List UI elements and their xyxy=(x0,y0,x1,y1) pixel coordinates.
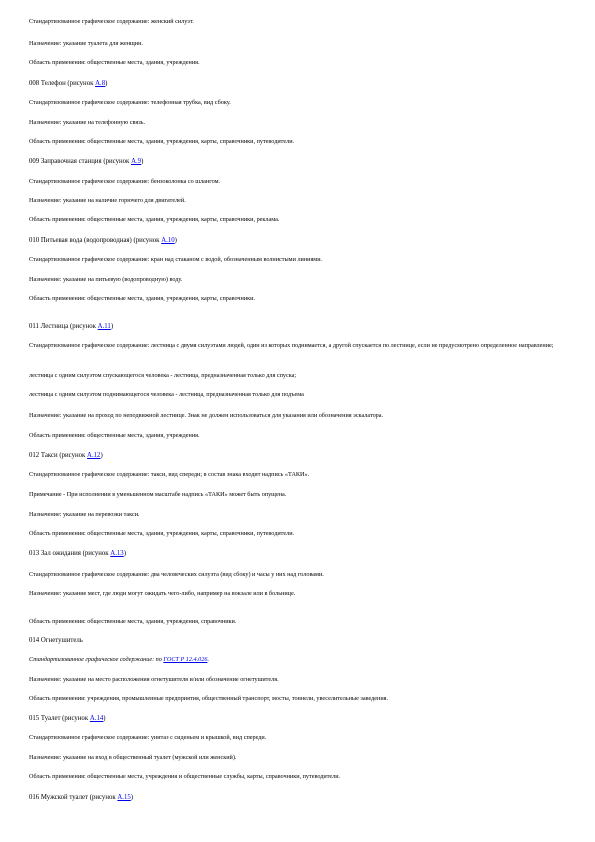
figure-link-a13[interactable]: А.13 xyxy=(110,550,124,557)
figure-link-a10[interactable]: А.10 xyxy=(161,237,175,244)
text-line: Область применения: общественные места, здания, учреждения, карты, справочники, путеводители. xyxy=(29,138,295,145)
text-line: Область применения: общественные места, здания, учреждения. xyxy=(29,432,200,439)
text-line: Стандартизованное графическое содержание: кран над стаканом с водой, обозначенным волнистыми линиями. xyxy=(29,256,323,263)
text-line: Назначение: указание на наличие горючего для двигателей. xyxy=(29,197,186,204)
section-heading-013: 013 Зал ожидания (рисунок А.13) xyxy=(29,550,126,557)
text-line: Область применения: учреждения, промышленные предприятия, общественный транспорт, мосты, тоннели, увеселительные заведения. xyxy=(29,695,389,702)
text-line: Назначение: указание на телефонную связь. xyxy=(29,119,146,126)
text-line: Область применения: общественные места, здания, учреждения, карты, справочники. xyxy=(29,295,256,302)
section-heading-008: 008 Телефон (рисунок А.8) xyxy=(29,80,108,87)
figure-link-a15[interactable]: А.15 xyxy=(117,794,131,801)
text-line: Назначение: указание на питьевую (водопроводную) воду. xyxy=(29,276,183,283)
text-line: лестница с одним силуэтом поднимающегося человека - лестница, предназначенная только для подъема xyxy=(29,391,304,398)
section-heading-010: 010 Питьевая вода (водопроводная) (рисунок А.10) xyxy=(29,237,177,244)
section-heading-015: 015 Туалет (рисунок А.14) xyxy=(29,715,106,722)
text-line: Назначение: указание на проход по неподвижной лестнице. Знак не должен использоваться для указания или обозначения эскалатора. xyxy=(29,412,384,419)
text-line: Область применения: общественные места, учреждения и общественные службы, карты, справочники, путеводители. xyxy=(29,773,341,780)
text-line: Стандартизованное графическое содержание: бензоколонка со шлангом. xyxy=(29,178,221,185)
text-paragraph: Стандартизованное графическое содержание: лестница с двумя силуэтами людей, один из которых поднимается, а другой спускается по лестнице, если не предусмотрено определенное направление; xyxy=(29,342,554,349)
section-heading-014: 014 Огнетушитель xyxy=(29,637,83,644)
text-line: Примечание - При исполнении в уменьшенном масштабе надпись «ТАКИ» может быть опущена. xyxy=(29,491,287,498)
text-line: Назначение: указание на место расположения огнетушителя и/или обозначение огнетушителя. xyxy=(29,676,279,683)
figure-link-a8[interactable]: А.8 xyxy=(95,80,106,87)
text-line: Область применения: общественные места, здания, учреждения, справочники. xyxy=(29,618,237,625)
section-heading-009: 009 Заправочная станция (рисунок А.9) xyxy=(29,158,144,165)
text-line: Область применения: общественные места, здания, учреждения, карты, справочники, путеводители. xyxy=(29,530,295,537)
text-line: Назначение: указание туалета для женщин. xyxy=(29,40,143,47)
section-heading-012: 012 Такси (рисунок А.12) xyxy=(29,452,103,459)
figure-link-a9[interactable]: А.9 xyxy=(131,158,142,165)
text-line: Стандартизованное графическое содержание: по ГОСТ Р 12.4.026. xyxy=(29,656,209,663)
standard-link[interactable]: ГОСТ Р 12.4.026 xyxy=(163,656,208,663)
section-heading-016: 016 Мужской туалет (рисунок А.15) xyxy=(29,794,134,801)
text-line: Область применения: общественные места, здания, учреждения, карты, справочники, реклама. xyxy=(29,216,280,223)
text-line: Стандартизованное графическое содержание: такси, вид спереди; в состав знака входит надпись «ТАКИ». xyxy=(29,471,310,478)
text-line: Стандартизованное графическое содержание: два человеческих силуэта (вид сбоку) и часы у них над головами. xyxy=(29,571,324,578)
text-line: Стандартизованное графическое содержание: женский силуэт. xyxy=(29,18,194,25)
text-line: лестница с одним силуэтом спускающегося человека - лестница, предназначенная только для спуска; xyxy=(29,372,297,379)
text-line: Стандартизованное графическое содержание: унитаз с сиденьем и крышкой, вид спереди. xyxy=(29,734,267,741)
text-line: Стандартизованное графическое содержание: телефонная трубка, вид сбоку. xyxy=(29,99,231,106)
figure-link-a14[interactable]: А.14 xyxy=(89,715,104,722)
text-line: Назначение: указание на вход в общественный туалет (мужской или женский). xyxy=(29,754,237,761)
text-line: Назначение: указание на перевозки такси. xyxy=(29,511,140,518)
text-line: Область применения: общественные места, здания, учреждения. xyxy=(29,59,200,66)
figure-link-a12[interactable]: А.12 xyxy=(87,452,101,459)
figure-link-a11[interactable]: А.11 xyxy=(97,323,111,330)
text-line: Назначение: указание мест, где люди могут ожидать чего-либо, например на вокзале или в больнице. xyxy=(29,590,296,597)
section-heading-011: 011 Лестница (рисунок А.11) xyxy=(29,323,114,330)
